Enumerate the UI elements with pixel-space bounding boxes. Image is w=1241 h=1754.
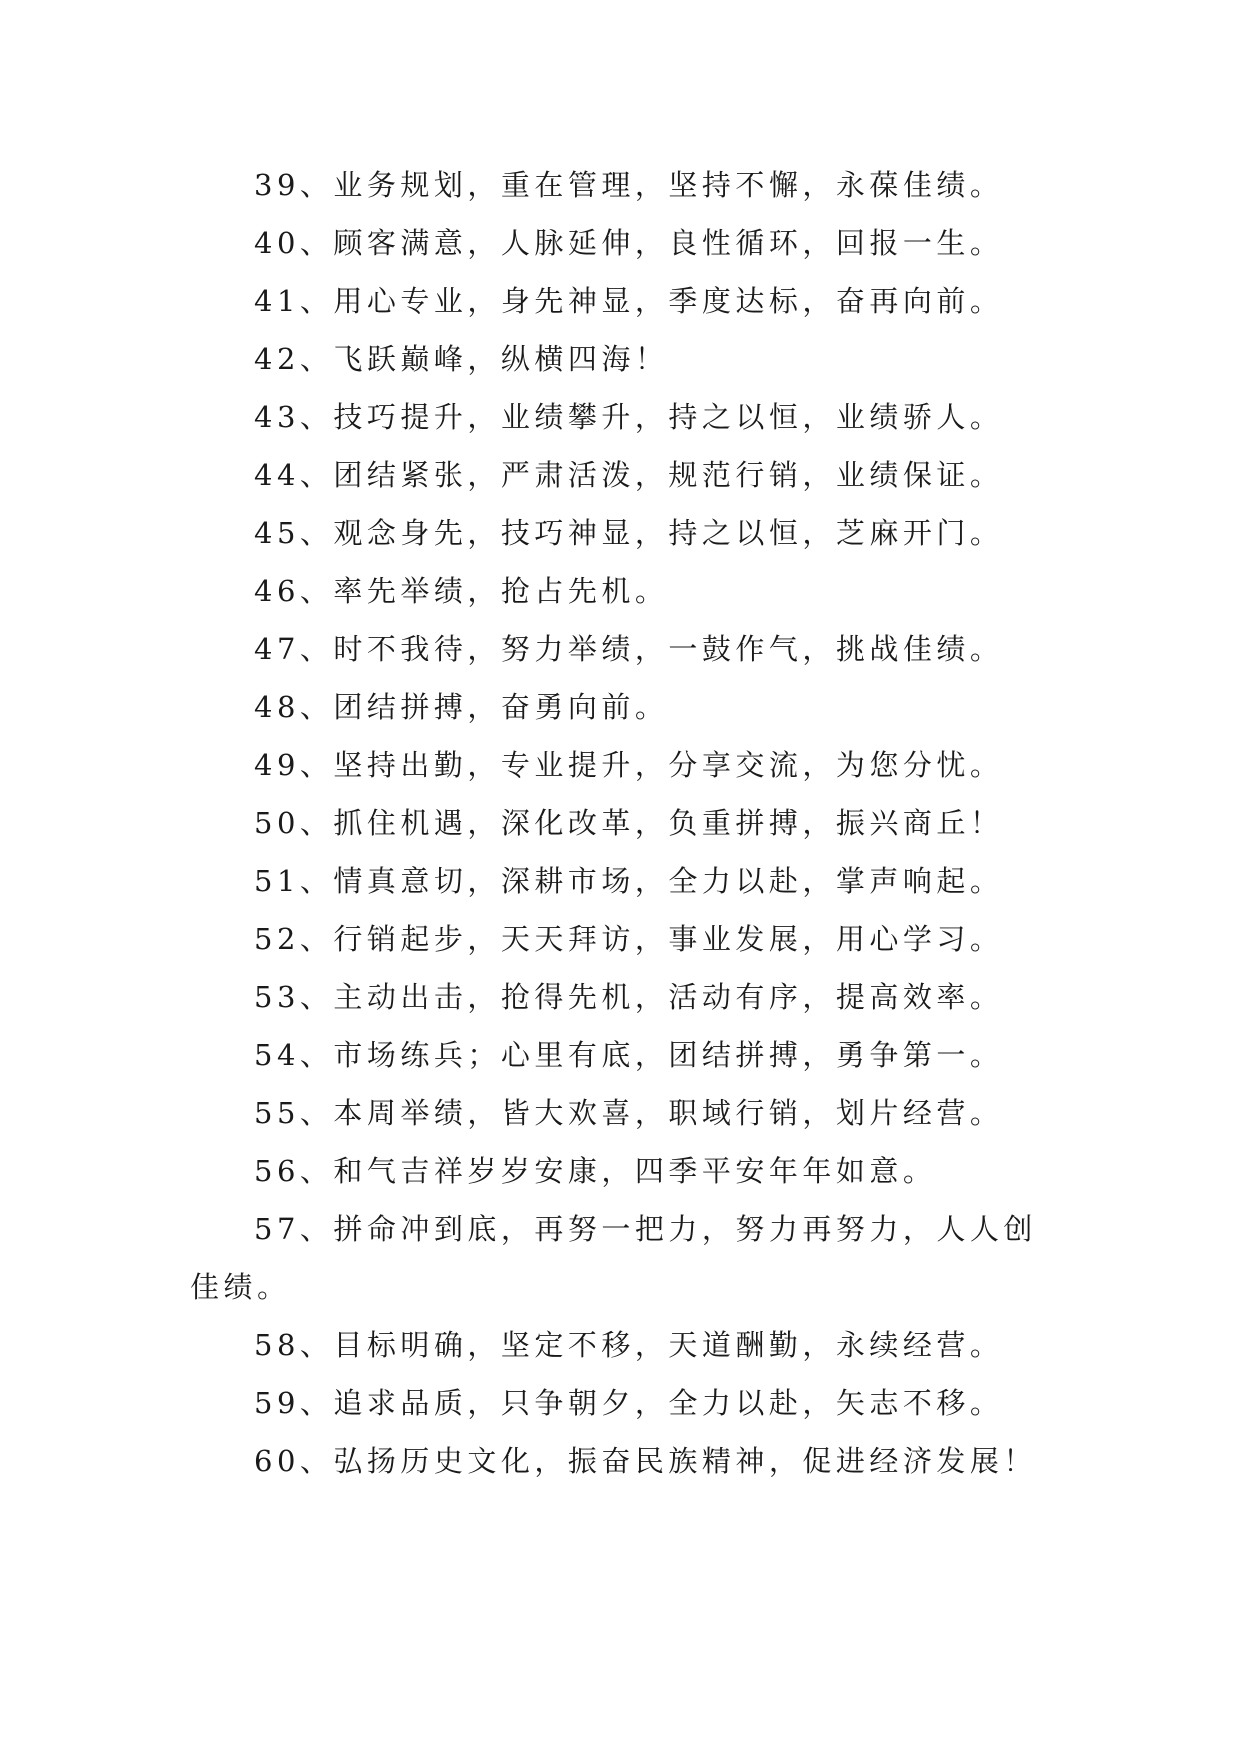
slogan-line-45: 45、观念身先，技巧神显，持之以恒，芝麻开门。 (254, 516, 1004, 550)
slogan-line-50: 50、抓住机遇，深化改革，负重拼搏，振兴商丘！ (254, 806, 1004, 840)
slogan-line-53: 53、主动出击，抢得先机，活动有序，提高效率。 (254, 980, 1004, 1014)
slogan-line-43: 43、技巧提升，业绩攀升，持之以恒，业绩骄人。 (254, 400, 1004, 434)
slogan-line-59: 59、追求品质，只争朝夕，全力以赴，矢志不移。 (254, 1386, 1004, 1420)
slogan-line-55: 55、本周举绩，皆大欢喜，职域行销，划片经营。 (254, 1096, 1004, 1130)
slogan-line-60: 60、弘扬历史文化，振奋民族精神，促进经济发展！ (254, 1444, 1037, 1478)
slogan-line-40: 40、顾客满意，人脉延伸，良性循环，回报一生。 (254, 226, 1004, 260)
slogan-line-54: 54、市场练兵；心里有底，团结拼搏，勇争第一。 (254, 1038, 1004, 1072)
slogan-line-41: 41、用心专业，身先神显，季度达标，奋再向前。 (254, 284, 1004, 318)
slogan-line-56: 56、和气吉祥岁岁安康，四季平安年年如意。 (254, 1154, 937, 1188)
slogan-line-51: 51、情真意切，深耕市场，全力以赴，掌声响起。 (254, 864, 1004, 898)
slogan-line-49: 49、坚持出勤，专业提升，分享交流，为您分忧。 (254, 748, 1004, 782)
slogan-line-39: 39、业务规划，重在管理，坚持不懈，永葆佳绩。 (254, 168, 1004, 202)
slogan-line-48: 48、团结拼搏，奋勇向前。 (254, 690, 669, 724)
slogan-line-44: 44、团结紧张，严肃活泼，规范行销，业绩保证。 (254, 458, 1004, 492)
slogan-line-57: 57、拼命冲到底，再努一把力，努力再努力，人人创佳绩。 (190, 1212, 1037, 1304)
slogan-line-52: 52、行销起步，天天拜访，事业发展，用心学习。 (254, 922, 1004, 956)
slogan-line-47: 47、时不我待，努力举绩，一鼓作气，挑战佳绩。 (254, 632, 1004, 666)
slogan-line-42: 42、飞跃巅峰，纵横四海！ (254, 342, 669, 376)
slogan-line-58: 58、目标明确，坚定不移，天道酬勤，永续经营。 (254, 1328, 1004, 1362)
slogan-list (190, 156, 1070, 1490)
slogan-line-46: 46、率先举绩，抢占先机。 (254, 574, 669, 608)
